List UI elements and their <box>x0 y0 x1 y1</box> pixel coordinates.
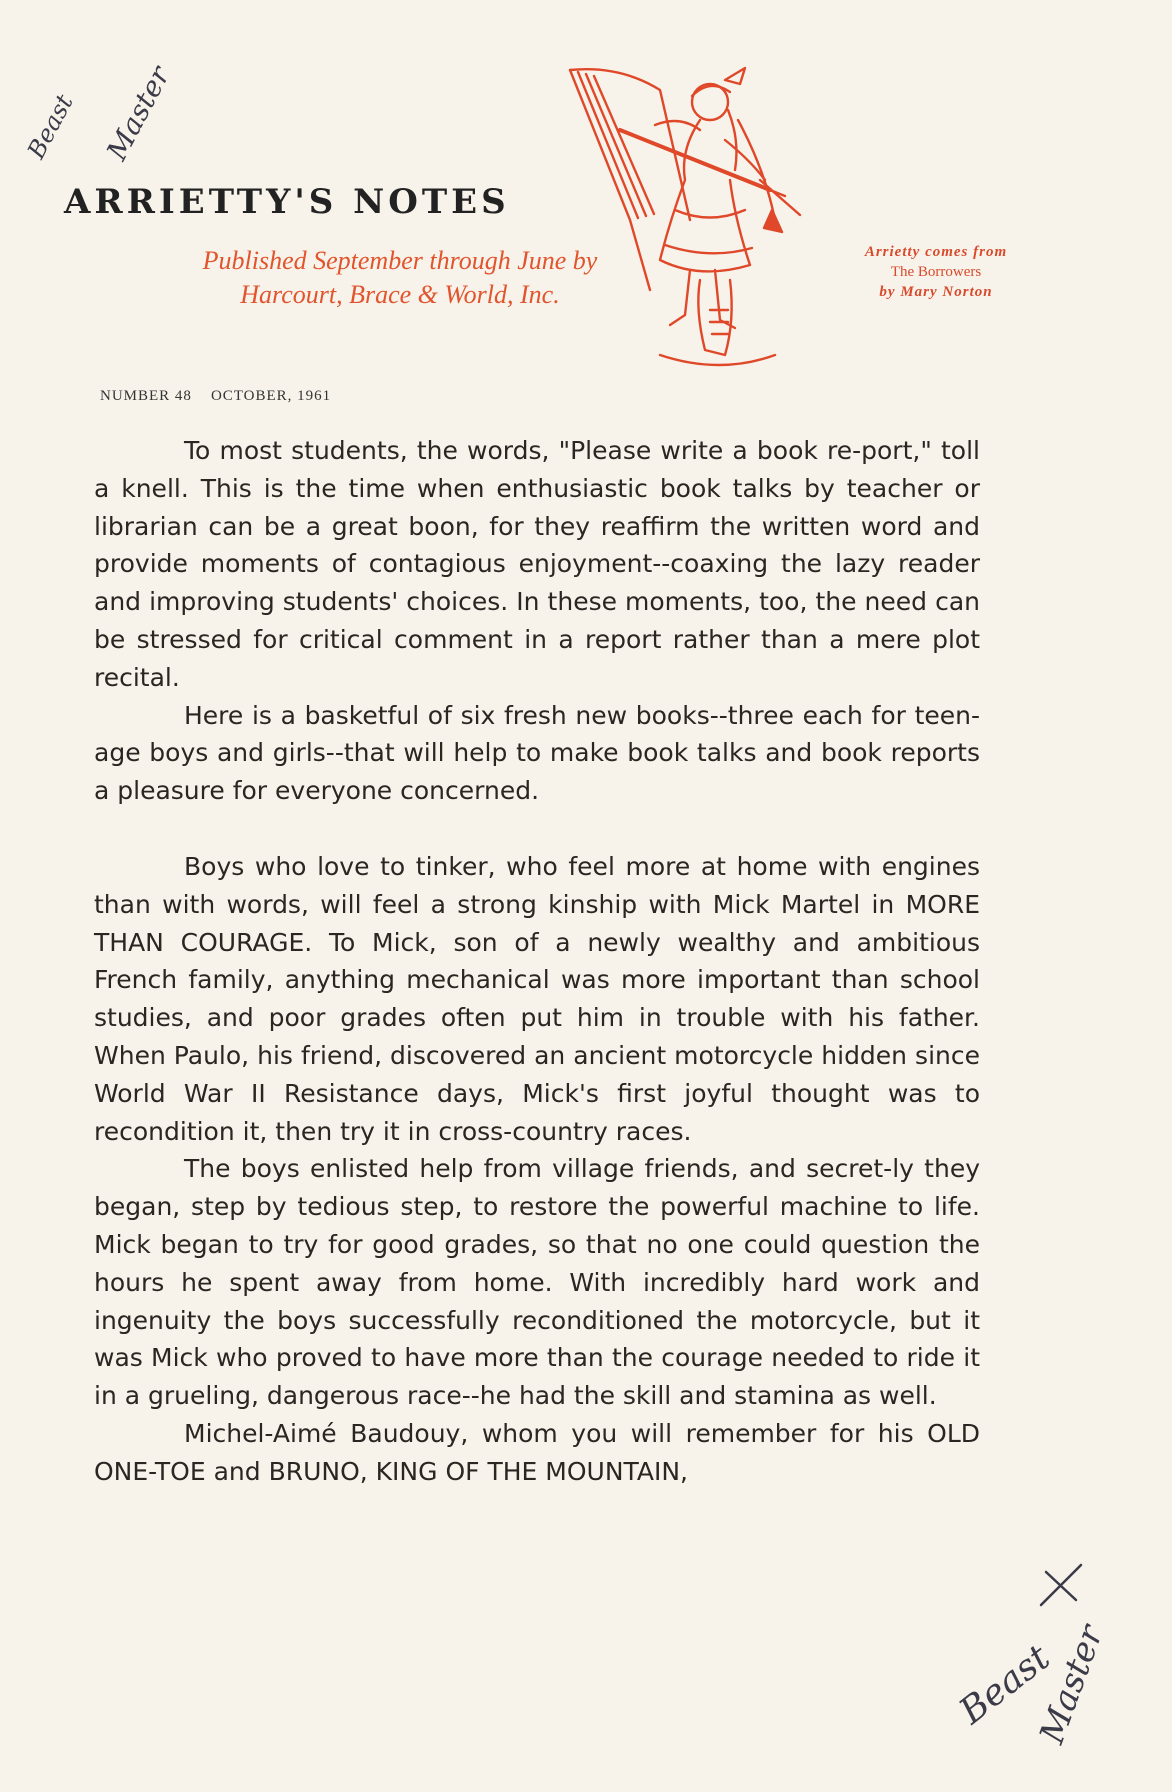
paragraph-5: Michel-Aimé Baudouy, whom you will remember for his OLD ONE-TOE and BRUNO, KING OF THE MOUNTAIN, <box>94 1418 980 1486</box>
arrietty-illustration <box>560 60 890 390</box>
side-note-line-2: The Borrowers <box>890 264 982 280</box>
side-note-line-3: by Mary Norton <box>879 284 993 300</box>
issue-date: OCTOBER, 1961 <box>210 388 332 404</box>
issue-number: NUMBER 48 <box>100 388 192 404</box>
handwritten-note-bottom-right-2: Master <box>1032 1619 1112 1749</box>
article-body <box>94 432 980 1491</box>
paragraph-2: Here is a basketful of six fresh new books--three each for teen-age boys and girls--that will help to make book talks and book reports a pleasure for everyone concerned. <box>94 700 980 806</box>
handwritten-x-mark <box>1036 1560 1086 1610</box>
handwritten-note-top-left-1: Beast <box>22 89 79 164</box>
subtitle-line-2: Harcourt, Brace & World, Inc. <box>240 280 560 309</box>
paragraph-3: Boys who love to tinker, who feel more at home with engines than with words, will feel a strong kinship with Mick Martel in MORE THAN COURAGE. To Mick, son of a newly wealthy and ambitious French family, anything mechanical was more important than school studies, and poor grades often put him in trouble with his father. When Paulo, his friend, discovered an ancient motorcycle hidden since World War II Resistance days, Mick's first joyful thought was to recondition it, then try it in cross-country races. <box>94 851 980 1146</box>
handwritten-note-top-left-2: Master <box>100 60 177 166</box>
paragraph-1: To most students, the words, "Please write a book re-port," toll a knell. This is the time when enthusiastic book talks by teacher or librarian can be a great boon, for they reaffirm the written word and provide moments of contagious enjoyment--coaxing the lazy reader and improving students' choices. In these moments, too, the need can be stressed for critical comment in a report rather than a mere plot recital. <box>94 436 980 692</box>
subtitle-line-1: Published September through June by <box>202 246 598 275</box>
side-note-line-1: Arrietty comes from <box>864 244 1008 260</box>
paragraph-4: The boys enlisted help from village friends, and secret-ly they began, step by tedious step, to restore the powerful machine to life. Mick began to try for good grades, so that no one could question the hours he spent away from home. With incredibly hard work and ingenuity the boys successfully reconditioned the motorcycle, but it was Mick who proved to have more than the courage needed to ride it in a grueling, dangerous race--he had the skill and stamina as well. <box>94 1154 980 1411</box>
masthead-title: ARRIETTY'S NOTES <box>64 182 510 222</box>
issue-line <box>100 388 331 405</box>
handwritten-note-bottom-right-1: Beast <box>952 1637 1058 1733</box>
side-note <box>836 242 1036 302</box>
